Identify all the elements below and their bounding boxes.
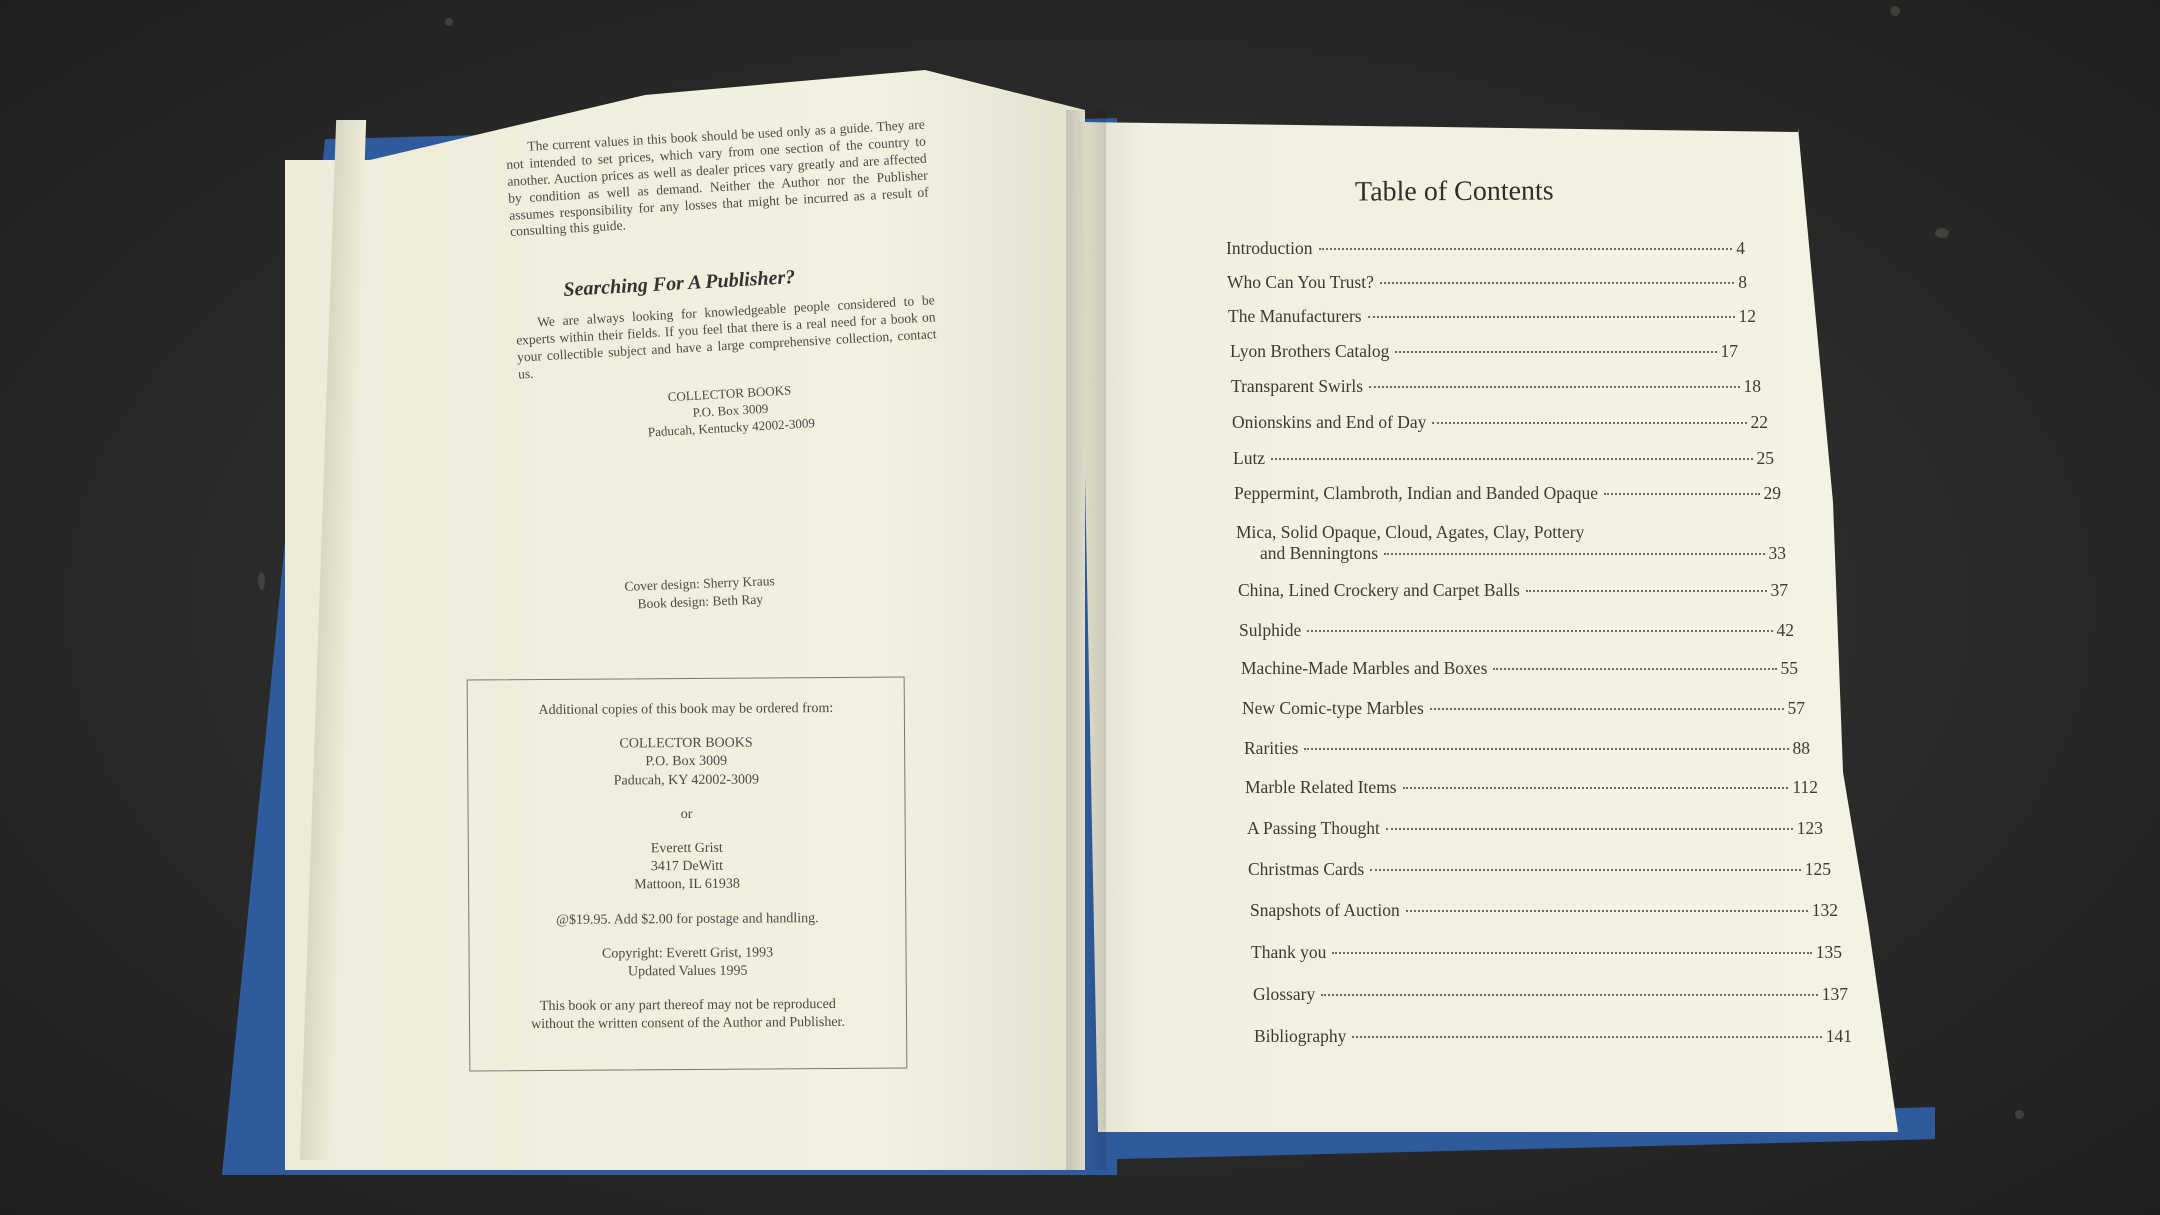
address-line: 3417 DeWitt — [650, 858, 724, 875]
order-price: @$19.95. Add $2.00 for postage and handling. — [555, 910, 819, 928]
toc-entry — [1238, 580, 1788, 601]
toc-entry — [1233, 448, 1774, 469]
address-line: P.O. Box 3009 — [645, 754, 728, 770]
toc-entry-label: Rarities — [1244, 738, 1299, 758]
toc-entry-page: 22 — [1750, 412, 1768, 432]
publisher-body: We are always looking for knowledgeable people considered to be experts within their fields. If you feel that there is a real need for a book on your collectible subject and have a large comprehensive collection, contact us. — [515, 292, 937, 382]
toc-leader-dots — [1526, 590, 1767, 592]
toc-entry-label: Marble Related Items — [1245, 777, 1397, 797]
toc-entry-page: 12 — [1738, 306, 1756, 326]
design-credits — [599, 571, 800, 615]
toc-entry-label: Introduction — [1226, 238, 1313, 258]
toc-leader-dots — [1493, 668, 1776, 670]
order-or: or — [680, 806, 693, 822]
toc-entry-label: Glossary — [1253, 984, 1316, 1004]
toc-entry-page: 141 — [1825, 1026, 1852, 1046]
toc-entry — [1247, 818, 1823, 839]
toc-entry-page: 42 — [1776, 620, 1794, 640]
address-line: Paducah, KY 42002-3009 — [613, 772, 760, 789]
toc-entry-label: China, Lined Crockery and Carpet Balls — [1238, 580, 1520, 600]
toc-entry-page: 4 — [1736, 238, 1745, 258]
toc-leader-dots — [1271, 458, 1752, 460]
toc-entry-label: Machine-Made Marbles and Boxes — [1241, 658, 1488, 678]
toc-leader-dots — [1352, 1036, 1821, 1038]
rights-line: This book or any part thereof may not be reproduced — [539, 997, 836, 1015]
toc-entry-label: Bibliography — [1254, 1026, 1347, 1046]
updated-values-line: Updated Values 1995 — [627, 963, 748, 980]
toc-entry-label: Who Can You Trust? — [1227, 272, 1374, 292]
toc-entry-label: New Comic-type Marbles — [1242, 698, 1424, 718]
toc-entry-page: 88 — [1792, 738, 1810, 758]
toc-leader-dots — [1604, 493, 1759, 495]
toc-entry — [1230, 341, 1738, 362]
value-disclaimer: The current values in this book should be used only as a guide. They are not intended to set prices, which vary from one section of the country to another. Auction prices as well as dealer prices vary greatly and are affected by condition as well as demand. Neither the Author nor the Publisher assumes responsibility for any losses that might be incurred as a result of consulting this guide. — [505, 116, 929, 240]
toc-entry-label-cont: and Benningtons — [1260, 543, 1379, 563]
toc-entry-label: Sulphide — [1239, 620, 1302, 640]
toc-entry-page: 135 — [1815, 942, 1842, 962]
toc-entry-page: 25 — [1756, 448, 1774, 468]
address-line: P.O. Box 3009 — [692, 400, 769, 420]
toc-entry — [1254, 1026, 1852, 1047]
address-line: COLLECTOR BOOKS — [667, 382, 792, 405]
toc-entry-label: The Manufacturers — [1228, 306, 1362, 326]
toc-entry — [1231, 376, 1761, 397]
toc-leader-dots — [1368, 316, 1735, 318]
toc-title: Table of Contents — [1354, 175, 1554, 208]
book-design-credit: Book design: Beth Ray — [637, 591, 764, 612]
toc-leader-dots — [1386, 828, 1793, 830]
toc-entry — [1253, 984, 1848, 1005]
toc-leader-dots — [1321, 994, 1818, 996]
toc-leader-dots — [1406, 910, 1808, 912]
toc-entry — [1251, 942, 1842, 963]
toc-leader-dots — [1332, 952, 1811, 954]
address-line: Mattoon, IL 61938 — [634, 876, 740, 893]
toc-entry — [1244, 738, 1810, 759]
book-gutter — [1066, 110, 1106, 1170]
toc-leader-dots — [1304, 748, 1788, 750]
toc-entry — [1241, 658, 1798, 679]
toc-leader-dots — [1319, 248, 1733, 250]
toc-entry — [1226, 238, 1745, 259]
toc-entry — [1245, 777, 1818, 798]
toc-leader-dots — [1307, 630, 1772, 632]
toc-entry — [1234, 483, 1781, 504]
toc-entry-page: 33 — [1768, 543, 1786, 563]
toc-entry-label: A Passing Thought — [1247, 818, 1380, 838]
address-line: COLLECTOR BOOKS — [619, 735, 753, 752]
toc-entry-page: 29 — [1763, 483, 1781, 503]
toc-leader-dots — [1369, 386, 1739, 388]
toc-entry-label: Lutz — [1233, 448, 1266, 468]
order-info-box — [467, 676, 908, 1071]
toc-leader-dots — [1395, 351, 1716, 353]
toc-entry-label: Snapshots of Auction — [1250, 900, 1400, 920]
toc-entry — [1239, 620, 1794, 641]
toc-leader-dots — [1384, 553, 1764, 555]
toc-entry — [1228, 306, 1756, 327]
toc-leader-dots — [1432, 422, 1746, 424]
copyright-line: Copyright: Everett Grist, 1993 — [601, 945, 774, 962]
toc-entry — [1236, 522, 1786, 564]
toc-leader-dots — [1370, 869, 1801, 871]
cover-design-credit: Cover design: Sherry Kraus — [624, 573, 776, 594]
toc-entry-label: Peppermint, Clambroth, Indian and Banded Opaque — [1234, 483, 1599, 503]
toc-entry-page: 18 — [1743, 376, 1761, 396]
toc-entry-page: 123 — [1796, 818, 1823, 838]
toc-entry-label: Christmas Cards — [1248, 859, 1365, 879]
toc-leader-dots — [1430, 708, 1784, 710]
toc-entry-page: 55 — [1780, 658, 1798, 678]
toc-entry-label: Lyon Brothers Catalog — [1230, 341, 1390, 361]
toc-entry-label: Transparent Swirls — [1231, 376, 1364, 396]
toc-entry — [1232, 412, 1768, 433]
toc-entry-page: 8 — [1738, 272, 1747, 292]
left-page-text — [505, 117, 942, 448]
toc-entry-label: Thank you — [1251, 942, 1327, 962]
toc-entry-label: Mica, Solid Opaque, Cloud, Agates, Clay, Pottery — [1236, 522, 1585, 542]
toc-entry — [1227, 272, 1747, 293]
rights-line: without the written consent of the Author and Publisher. — [531, 1015, 845, 1033]
toc-entry-page: 57 — [1787, 698, 1805, 718]
toc-leader-dots — [1403, 787, 1789, 789]
toc-leader-dots — [1380, 282, 1734, 284]
toc-entry-page: 132 — [1811, 900, 1838, 920]
toc-entry-page: 17 — [1720, 341, 1738, 361]
publisher-heading: Searching For A Publisher? — [562, 266, 796, 302]
address-line: Everett Grist — [650, 840, 723, 857]
toc-entry-page: 125 — [1804, 859, 1831, 879]
toc-entry-page: 137 — [1821, 984, 1848, 1004]
toc-entry-label: Onionskins and End of Day — [1232, 412, 1427, 432]
address-line: Paducah, Kentucky 42002-3009 — [647, 414, 816, 439]
toc-entry — [1250, 900, 1838, 921]
toc-entry — [1248, 859, 1831, 880]
order-intro: Additional copies of this book may be ordered from: — [538, 700, 834, 719]
toc-entry-page: 112 — [1792, 777, 1818, 797]
toc-entry-page: 37 — [1770, 580, 1788, 600]
toc-entry — [1242, 698, 1805, 719]
